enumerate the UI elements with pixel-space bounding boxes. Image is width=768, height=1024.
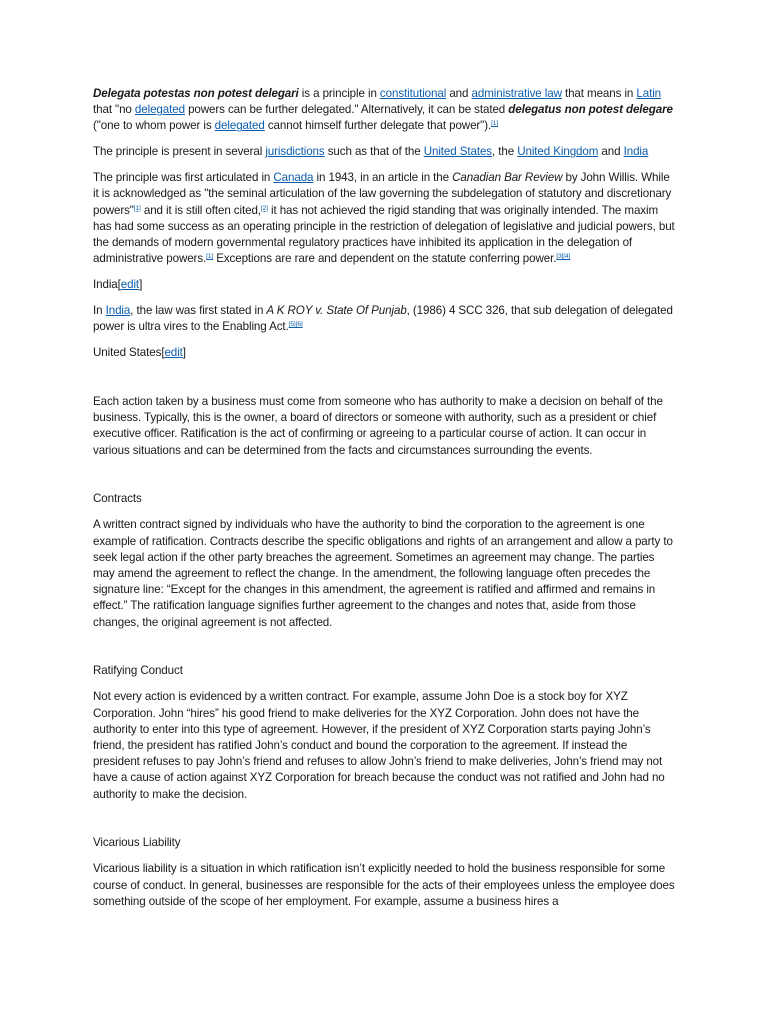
link-administrative-law[interactable]: administrative law [471,87,562,100]
journal-title: Canadian Bar Review [452,171,563,185]
link-united-kingdom[interactable]: United Kingdom [517,145,599,159]
link-latin[interactable]: Latin [636,87,662,100]
spacer [93,640,676,663]
latin-maxim: Delegata potestas non potest delegari [93,87,299,100]
link-jurisdictions[interactable]: jurisdictions [265,145,325,159]
contracts-paragraph: A written contract signed by individuals who have the authority to bind the corporation to the agreement is one example of ratification. Contracts describe the specific obligations and rights of an arrangement and allow a party to seek legal action if the other party breaches the agreement. Sometimes an agreement may change. The parties may amend the agreement to reflect the change. In the amendment, the following language often precedes the signature line: “Except for the changes in this amendment, the agreement is ratified and affirmed and remains in effect.” The ratification language signifies further agreement to the changes and notes that, aside from those changes, the original agreement is not affected. [93,518,673,629]
latin-maxim-alt: delegatus non potest delegare [508,103,673,117]
document-body [93,86,676,920]
spacer [93,812,676,835]
intro-paragraph: Delegata potestas non potest delegari is a principle in constitutional and administrative law that means in Latin that "no delegated powers can be further delegated." Alternatively, it can be stated delegatus non potest delegare ("one to whom power is delegated cannot himself further delegate that power").[1] [93,87,673,133]
link-constitutional[interactable]: constitutional [379,87,447,100]
spacer [93,371,676,394]
footnote-link[interactable]: [2] [260,204,268,212]
jurisdictions-paragraph: The principle is present in several jurisdictions such as that of the United States, the United Kingdom and India [93,145,649,159]
edit-link-india[interactable]: edit [120,278,140,292]
footnote-link[interactable]: [5] [288,321,296,329]
authority-paragraph: Each action taken by a business must come from someone who has authority to make a decision on behalf of the business. Typically, this is the owner, a board of directors or someone with authority, such as a president or chief executive officer. Ratification is the act of confirming or agreeing to a particular course of action. It can occur in various situations and can be determined from the facts and circumstances surrounding the events. [93,394,663,457]
link-india[interactable]: India [623,145,649,159]
link-delegated[interactable]: delegated [134,103,185,117]
section-heading-united-states: United States[edit] [93,346,186,360]
link-canada[interactable]: Canada [273,171,314,185]
footnote-link[interactable]: [3] [556,253,564,261]
spacer [93,468,676,491]
heading-ratifying-conduct: Ratifying Conduct [93,664,183,678]
india-paragraph: In India, the law was first stated in A K ROY v. State Of Punjab, (1986) 4 SCC 326, that sub delegation of delegated power is ultra vires to the Enabling Act.[5][6] [93,303,673,334]
section-heading-india: India[edit] [93,278,143,292]
history-paragraph: The principle was first articulated in Canada in 1943, in an article in the Canadian Bar Review by John Willis. While it is acknowledged as "the seminal articulation of the law governing the subdelegation of statutory and discretionary powers"[1] and it is still often cited,[2] it has not achieved the rigid standing that was originally intended. The maxim has had some success as an operating principle in the restriction of delegation of legislative and judicial powers, but the demands of modern governmental regulatory practices have inhibited its application in the delegation of administrative powers.[1] Exceptions are rare and dependent on the statute conferring power.[3][4] [93,171,675,266]
vicarious-liability-paragraph: Vicarious liability is a situation in which ratification isn’t explicitly needed to hold the business responsible for some course of conduct. In general, businesses are responsible for the acts of their employees unless the employee does something outside of the scope of her employment. For example, assume a business hires a [93,862,675,908]
link-united-states[interactable]: United States [423,145,493,159]
footnote-link[interactable]: [1] [206,253,214,261]
link-india-2[interactable]: India [105,303,131,317]
edit-link-united-states[interactable]: edit [164,346,183,360]
case-title: A K ROY v. State Of Punjab [266,303,407,317]
footnote-link[interactable]: [1] [491,120,499,128]
footnote-link[interactable]: [6] [295,321,303,329]
heading-contracts: Contracts [93,492,142,506]
ratifying-conduct-paragraph: Not every action is evidenced by a written contract. For example, assume John Doe is a stock boy for XYZ Corporation. John “hires” his good friend to make deliveries for the XYZ Corporation. John does not have the authority to enter into this type of agreement. However, if the president of XYZ Corporation starts paying John’s friend, the president has ratified John’s conduct and bound the corporation to the agreement. If instead the president refuses to pay John’s friend and refuses to allow John’s friend to make deliveries, John’s friend may not have a cause of action against XYZ Corporation for breach because the conduct was not ratified and John had no authority to make the decision. [93,690,665,801]
footnote-link[interactable]: [4] [563,253,571,261]
footnote-link[interactable]: [1] [133,204,141,212]
link-delegated-2[interactable]: delegated [214,119,265,133]
heading-vicarious-liability: Vicarious Liability [93,836,181,850]
